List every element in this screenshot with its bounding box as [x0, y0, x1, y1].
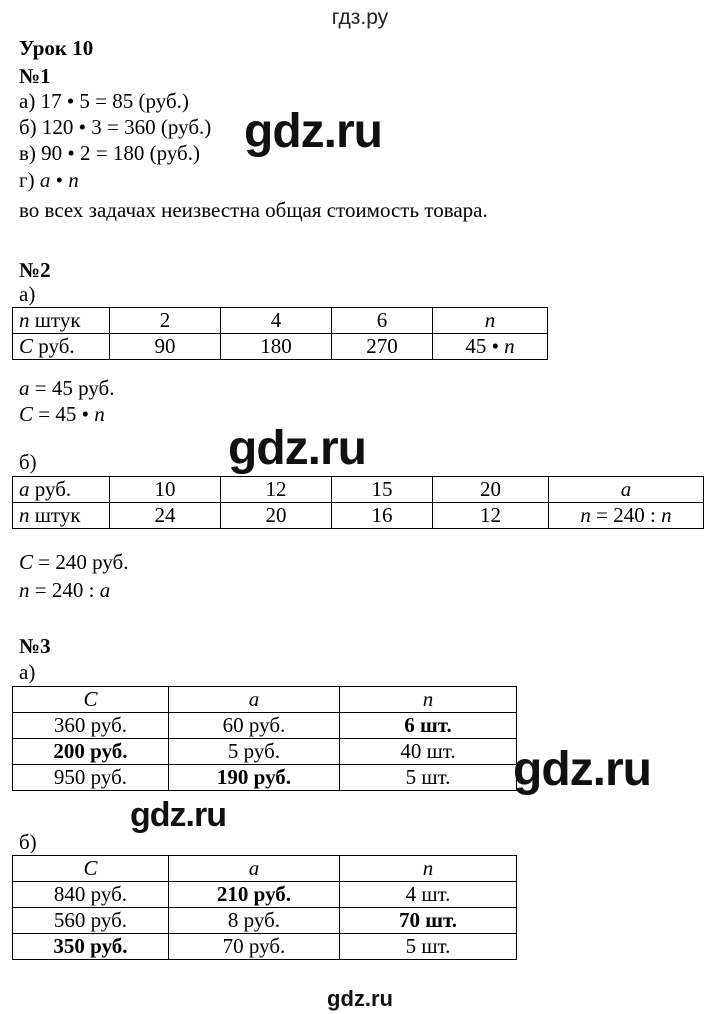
table-cell: 270 [332, 334, 433, 360]
task1-line-d: г) a • n [19, 168, 79, 192]
table-cell: C [13, 856, 169, 882]
table-cell: 5 руб. [169, 739, 340, 765]
table-cell: 4 [221, 308, 332, 334]
table-row [13, 739, 517, 765]
table-cell: 2 [110, 308, 221, 334]
task1-conclusion: во всех задачах неизвестна общая стоимость товара. [19, 198, 488, 222]
task3a-label: а) [19, 660, 36, 684]
table-cell: a [549, 477, 704, 503]
table-cell: 24 [110, 503, 221, 529]
table-cell: 20 [221, 503, 332, 529]
table-row [13, 765, 517, 791]
task2a-note2: C = 45 • n [19, 402, 105, 426]
table-row [13, 856, 517, 882]
table-cell: 350 руб. [13, 934, 169, 960]
table-cell: 360 руб. [13, 713, 169, 739]
table-cell: 70 руб. [169, 934, 340, 960]
watermark: gdz.ru [130, 796, 226, 834]
table-row [13, 934, 517, 960]
task3b-table [12, 855, 517, 960]
table-row [13, 334, 548, 360]
site-header: гдз.ру [331, 6, 389, 29]
table-row [13, 908, 517, 934]
site-footer: gdz.ru [327, 986, 393, 1011]
task3a-table [12, 686, 517, 791]
task2a-label: а) [19, 282, 36, 306]
task2a-note1: a = 45 руб. [19, 376, 115, 400]
table-cell: 190 руб. [169, 765, 340, 791]
table-cell: 70 шт. [340, 908, 517, 934]
lesson-title: Урок 10 [19, 36, 94, 60]
table-cell: 6 [332, 308, 433, 334]
table-cell: a руб. [13, 477, 110, 503]
table-row [13, 687, 517, 713]
table-row [13, 713, 517, 739]
table-cell: n [433, 308, 548, 334]
table-cell: 45 • n [433, 334, 548, 360]
table-cell: n штук [13, 503, 110, 529]
task2b-label: б) [19, 450, 37, 474]
watermark: gdz.ru [244, 105, 382, 158]
task3-number: №3 [19, 634, 51, 658]
table-cell: 210 руб. [169, 882, 340, 908]
table-cell: 10 [110, 477, 221, 503]
task1-line-a: а) 17 • 5 = 85 (руб.) [19, 89, 189, 113]
table-cell: 60 руб. [169, 713, 340, 739]
table-cell: 90 [110, 334, 221, 360]
task2-number: №2 [19, 258, 51, 282]
table-cell: 560 руб. [13, 908, 169, 934]
task2b-note1: C = 240 руб. [19, 550, 129, 574]
table-cell: C руб. [13, 334, 110, 360]
table-cell: 16 [332, 503, 433, 529]
table-cell: C [13, 687, 169, 713]
table-cell: 12 [433, 503, 549, 529]
table-cell: 8 руб. [169, 908, 340, 934]
task1-line-c: в) 90 • 2 = 180 (руб.) [19, 141, 200, 165]
table-cell: n штук [13, 308, 110, 334]
table-cell: 5 шт. [340, 934, 517, 960]
table-cell: 840 руб. [13, 882, 169, 908]
table-row [13, 308, 548, 334]
table-row [13, 477, 704, 503]
table-cell: a [169, 856, 340, 882]
table-row [13, 503, 704, 529]
task2b-note2: n = 240 : a [19, 578, 111, 602]
table-cell: n [340, 687, 517, 713]
table-cell: 4 шт. [340, 882, 517, 908]
table-cell: n [340, 856, 517, 882]
watermark: gdz.ru [228, 422, 366, 475]
task1-number: №1 [19, 64, 51, 88]
watermark: gdz.ru [513, 743, 651, 796]
table-cell: 180 [221, 334, 332, 360]
task3b-label: б) [19, 830, 37, 854]
table-cell: 40 шт. [340, 739, 517, 765]
table-cell: 200 руб. [13, 739, 169, 765]
table-cell: 6 шт. [340, 713, 517, 739]
table-row [13, 882, 517, 908]
table-cell: 20 [433, 477, 549, 503]
table-cell: a [169, 687, 340, 713]
task2b-table [12, 476, 704, 529]
table-cell: 5 шт. [340, 765, 517, 791]
task1-line-b: б) 120 • 3 = 360 (руб.) [19, 115, 212, 139]
task2a-table [12, 307, 548, 360]
table-cell: n = 240 : n [549, 503, 704, 529]
table-cell: 15 [332, 477, 433, 503]
table-cell: 12 [221, 477, 332, 503]
table-cell: 950 руб. [13, 765, 169, 791]
